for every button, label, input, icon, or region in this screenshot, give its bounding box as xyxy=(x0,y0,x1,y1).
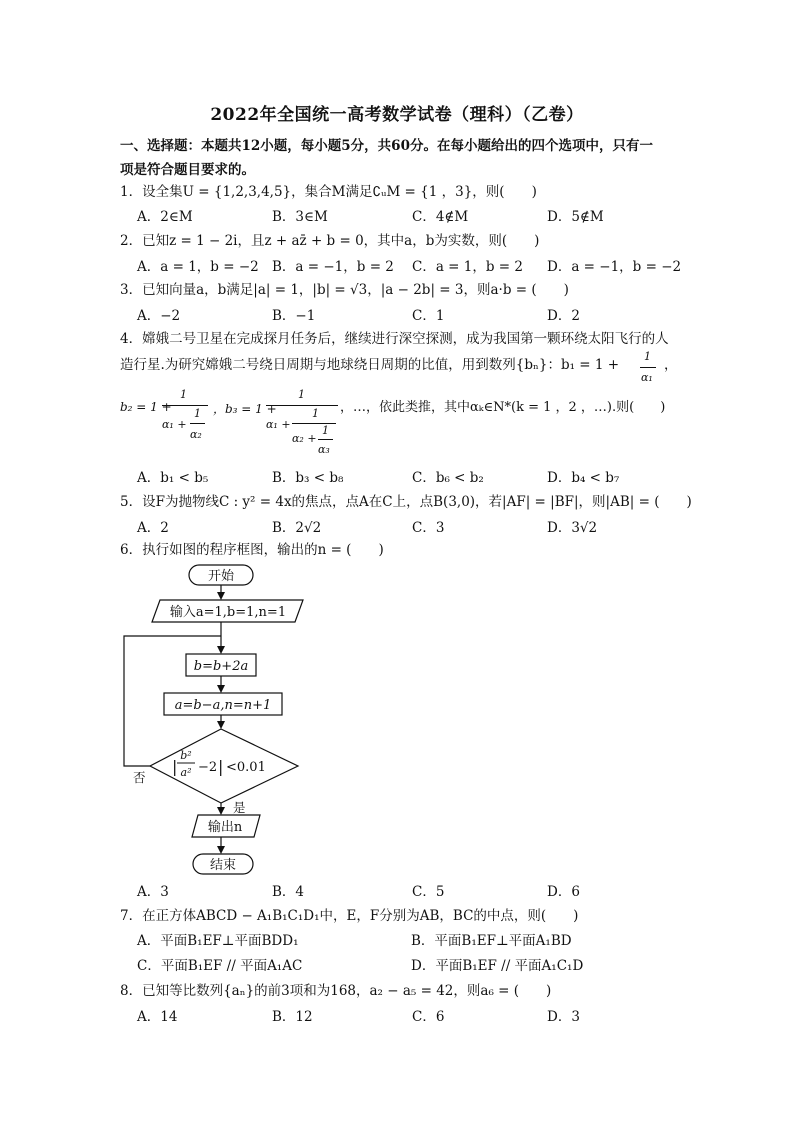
b2-lhs: b₂ = 1 + xyxy=(120,400,172,414)
b3-inner-denominator: α₃ xyxy=(318,443,330,456)
b1-fraction-denominator: α₁ xyxy=(641,371,653,384)
option-a: A．a = 1，b = −2 xyxy=(137,259,259,275)
question-1-stem: 1．设全集U = {1,2,3,4,5}，集合M满足∁ᵤM = {1 ，3}，则( ) xyxy=(120,184,537,200)
option-c: C．5 xyxy=(412,884,445,900)
option-b: B．4 xyxy=(272,884,305,900)
option-b: B．−1 xyxy=(272,308,316,324)
section-heading-line2: 项是符合题目要求的。 xyxy=(120,162,255,178)
option-b: B．平面B₁EF⊥平面A₁BD xyxy=(411,933,572,949)
option-a: A．b₁ < b₅ xyxy=(137,470,209,486)
option-b: B．a = −1，b = 2 xyxy=(272,259,394,275)
b3-numerator: 1 xyxy=(298,388,305,401)
b3-middle-a: α₂ + xyxy=(292,432,317,445)
flowchart-condition-rest: −2 xyxy=(198,760,218,775)
flowchart-condition-numerator: b² xyxy=(180,749,192,762)
option-b: B．12 xyxy=(272,1009,313,1025)
question-7-options-row1 xyxy=(137,929,697,951)
b3-lhs: ，b₃ = 1 + xyxy=(213,402,277,416)
option-d: D．3√2 xyxy=(547,520,598,536)
option-d: D．5∉M xyxy=(547,209,604,225)
option-a: A．−2 xyxy=(137,308,181,324)
option-c: C．a = 1，b = 2 xyxy=(412,259,523,275)
option-d: D．3 xyxy=(547,1009,580,1025)
flowchart-condition-denominator: a² xyxy=(180,766,192,779)
question-4-stem-line2-text: 造行星.为研究嫦娥二号绕日周期与地球绕日周期的比值，用到数列{bₙ}：b₁ = 1 + xyxy=(120,357,620,373)
b1-fraction-numerator: 1 xyxy=(644,350,651,363)
question-8-stem: 8．已知等比数列{aₙ}的前3项和为168，a₂ − a₅ = 42，则a₆ = ( ) xyxy=(120,983,552,999)
question-7-options-row2 xyxy=(137,954,697,976)
option-c: C．4∉M xyxy=(412,209,469,225)
question-6-stem: 6．执行如图的程序框图，输出的n = ( ) xyxy=(120,542,384,558)
option-d: D．b₄ < b₇ xyxy=(547,470,620,486)
option-c: C．3 xyxy=(412,520,445,536)
option-d: D．6 xyxy=(547,884,580,900)
exam-title: 2022年全国统一高考数学试卷（理科）（乙卷） xyxy=(210,105,584,125)
question-4-stem-line1: 4．嫦娥二号卫星在完成探月任务后，继续进行深空探测，成为我国第一颗环绕太阳飞行的人 xyxy=(120,331,669,347)
question-5-stem: 5．设F为抛物线C : y² = 4x的焦点，点A在C上，点B(3,0)，若|AF| = |BF|，则|AB| = ( ) xyxy=(120,494,692,510)
option-d: D．平面B₁EF // 平面A₁C₁D xyxy=(411,958,584,974)
b1-comma: ， xyxy=(664,357,678,373)
flowchart-condition-abs-left: | xyxy=(172,757,178,776)
option-d: D．2 xyxy=(547,308,580,324)
option-d: D．a = −1，b = −2 xyxy=(547,259,682,275)
question-7-stem: 7．在正方体ABCD − A₁B₁C₁D₁中，E，F分别为AB，BC的中点，则( ) xyxy=(120,908,579,924)
option-c: C．b₆ < b₂ xyxy=(412,470,484,486)
question-3-stem: 3．已知向量a，b满足|a| = 1，|b| = √3，|a − 2b| = 3，则a·b = ( ) xyxy=(120,282,569,298)
b3-middle-numerator: 1 xyxy=(312,407,319,420)
option-c: C．1 xyxy=(412,308,445,324)
b3-inner-numerator: 1 xyxy=(322,424,329,437)
flowchart-output-label: 输出n xyxy=(207,820,243,835)
option-c: C．平面B₁EF // 平面A₁AC xyxy=(137,958,303,974)
section-heading-line1: 一、选择题：本题共12小题，每小题5分，共60分。在每小题给出的四个选项中，只有一 xyxy=(120,138,653,154)
flowchart-step1-label: b=b+2a xyxy=(193,659,249,674)
option-a: A．14 xyxy=(137,1009,178,1025)
b2-numerator: 1 xyxy=(180,388,187,401)
flowchart-condition-abs-right: | xyxy=(218,757,224,776)
question-2-stem: 2．已知z = 1 − 2i，且z + az̄ + b = 0，其中a，b为实数，则( ) xyxy=(120,233,540,249)
option-b: B．2√2 xyxy=(272,520,322,536)
flowchart-step2-label: a=b−a,n=n+1 xyxy=(174,698,272,713)
flowchart-start-label: 开始 xyxy=(207,569,235,584)
b3-denominator-a: α₁ + xyxy=(266,418,291,431)
option-a: A．2 xyxy=(137,520,169,536)
flowchart-input-label: 输入a=1,b=1,n=1 xyxy=(169,605,287,620)
flowchart-yes-label: 是 xyxy=(233,800,246,815)
question-4-stem-tail: ，…，依此类推，其中αₖ∈N*(k = 1 ，2 ，…).则( ) xyxy=(340,400,666,415)
b2-denominator-a: α₁ + xyxy=(162,418,187,431)
question-6-options xyxy=(137,880,697,902)
option-a: A．2∈M xyxy=(137,209,193,225)
flowchart-condition-compare: <0.01 xyxy=(226,760,266,775)
option-b: B．3∈M xyxy=(272,209,328,225)
question-8-options xyxy=(137,1005,697,1027)
option-c: C．6 xyxy=(412,1009,445,1025)
flowchart-no-label: 否 xyxy=(133,770,146,785)
option-b: B．b₃ < b₈ xyxy=(272,470,344,486)
flowchart-end-label: 结束 xyxy=(209,858,237,873)
option-a: A．平面B₁EF⊥平面BDD₁ xyxy=(137,933,299,949)
b2-denominator-numerator: 1 xyxy=(194,407,201,420)
b2-denominator-denominator: α₂ xyxy=(190,428,202,441)
option-a: A．3 xyxy=(137,884,169,900)
